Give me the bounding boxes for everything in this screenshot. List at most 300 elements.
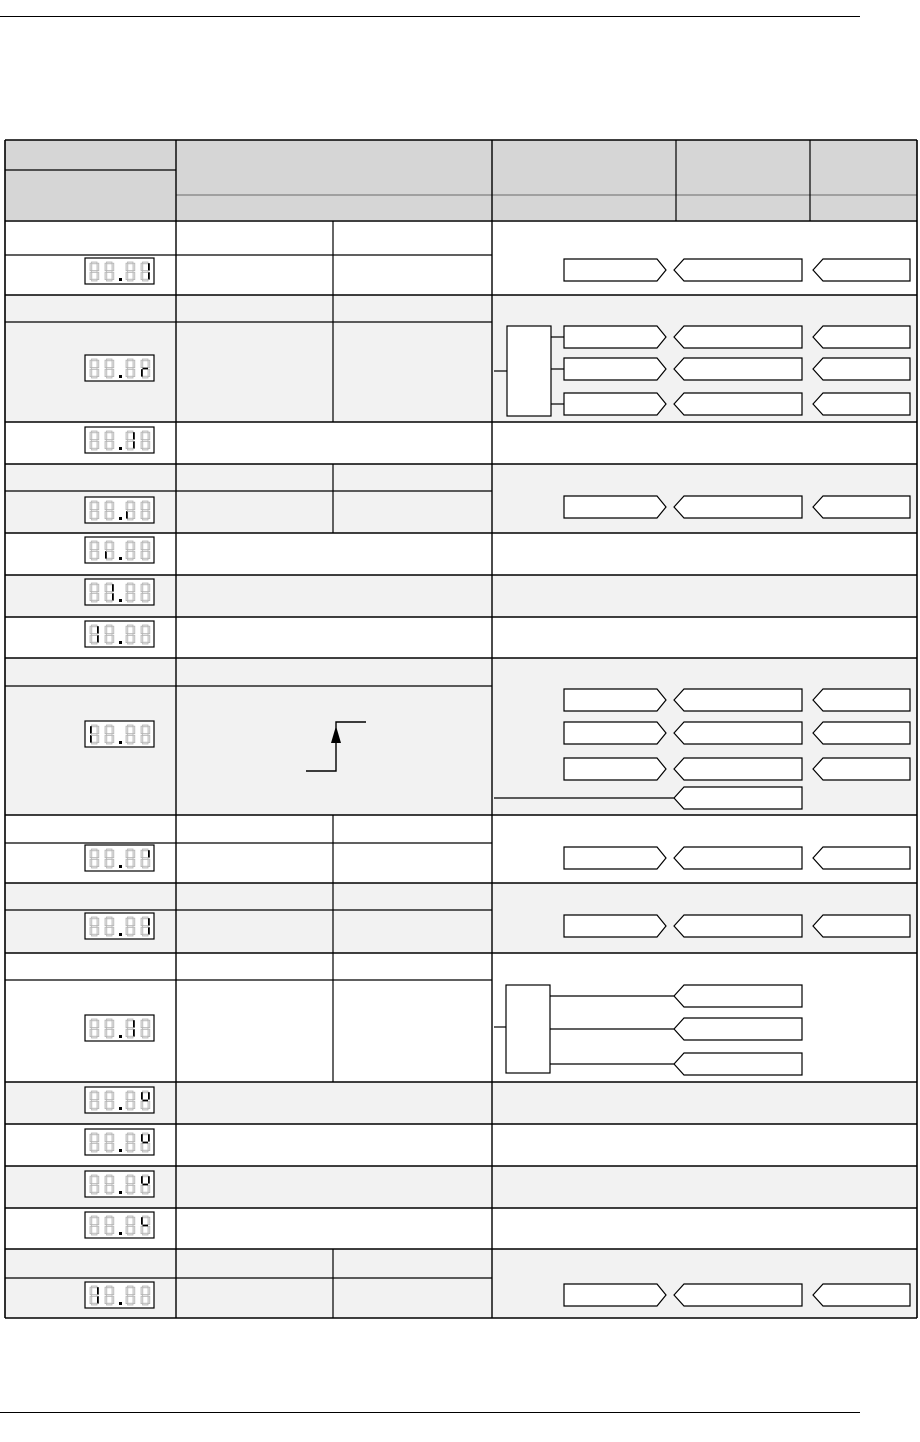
unlit-segment xyxy=(105,859,107,866)
unlit-segment xyxy=(97,441,99,448)
unlit-segment xyxy=(126,927,128,934)
unlit-segment xyxy=(143,1028,149,1030)
unlit-segment xyxy=(141,626,143,633)
unlit-segment xyxy=(133,263,135,270)
unlit-segment xyxy=(143,858,149,860)
unlit-segment xyxy=(107,642,113,644)
unlit-segment xyxy=(112,1020,114,1027)
unlit-segment xyxy=(105,1296,107,1303)
unlit-segment xyxy=(143,501,149,503)
unlit-segment xyxy=(112,1101,114,1108)
signal-tag-icon xyxy=(674,689,802,711)
unlit-segment xyxy=(128,1295,134,1297)
unlit-segment xyxy=(143,518,149,520)
signal-tag-icon xyxy=(813,326,910,348)
unlit-segment xyxy=(112,1143,114,1150)
lit-segment xyxy=(133,1020,135,1027)
unlit-segment xyxy=(148,1296,150,1303)
unlit-segment xyxy=(141,850,143,857)
unlit-segment xyxy=(126,635,128,642)
seven-segment-display-icon xyxy=(85,1129,154,1155)
unlit-segment xyxy=(133,272,135,279)
unlit-segment xyxy=(92,734,98,736)
unlit-segment xyxy=(92,1225,98,1227)
unlit-segment xyxy=(128,1150,134,1152)
unlit-segment xyxy=(105,1134,107,1141)
unlit-segment xyxy=(107,583,113,585)
unlit-segment xyxy=(90,542,92,549)
unlit-segment xyxy=(107,1019,113,1021)
unlit-segment xyxy=(105,1020,107,1027)
unlit-segment xyxy=(143,1216,149,1218)
unlit-segment xyxy=(97,1029,99,1036)
unlit-segment xyxy=(112,1134,114,1141)
unlit-segment xyxy=(143,1175,149,1177)
unlit-segment xyxy=(126,1020,128,1027)
lit-segment xyxy=(126,511,128,518)
module-box-icon xyxy=(506,985,550,1073)
seven-segment-display-icon xyxy=(85,497,154,523)
unlit-segment xyxy=(92,518,98,520)
lit-segment xyxy=(148,272,150,279)
unlit-segment xyxy=(126,272,128,279)
unlit-segment xyxy=(107,262,113,264)
unlit-segment xyxy=(97,369,99,376)
unlit-segment xyxy=(112,432,114,439)
unlit-segment xyxy=(126,1217,128,1224)
unlit-segment xyxy=(105,360,107,367)
unlit-segment xyxy=(128,734,134,736)
unlit-segment xyxy=(112,1185,114,1192)
unlit-segment xyxy=(90,859,92,866)
unlit-segment xyxy=(107,858,113,860)
unlit-segment xyxy=(128,1036,134,1038)
unlit-segment xyxy=(92,625,98,627)
unlit-segment xyxy=(126,551,128,558)
unlit-segment xyxy=(112,635,114,642)
unlit-segment xyxy=(97,551,99,558)
decimal-point xyxy=(119,1107,122,1110)
unlit-segment xyxy=(133,1226,135,1233)
unlit-segment xyxy=(107,368,113,370)
unlit-segment xyxy=(128,917,134,919)
unlit-segment xyxy=(112,1029,114,1036)
unlit-segment xyxy=(90,1185,92,1192)
seven-segment-display-icon xyxy=(85,537,154,563)
unlit-segment xyxy=(143,279,149,281)
decimal-point xyxy=(119,375,122,378)
unlit-segment xyxy=(133,850,135,857)
decimal-point xyxy=(119,641,122,644)
unlit-segment xyxy=(133,1143,135,1150)
unlit-segment xyxy=(105,726,107,733)
decimal-point xyxy=(119,1302,122,1305)
lit-segment xyxy=(141,1092,143,1099)
unlit-segment xyxy=(143,262,149,264)
unlit-segment xyxy=(92,510,98,512)
unlit-segment xyxy=(92,592,98,594)
lit-segment xyxy=(105,551,107,558)
unlit-segment xyxy=(126,918,128,925)
unlit-segment xyxy=(112,272,114,279)
unlit-segment xyxy=(143,1295,149,1297)
lit-segment xyxy=(143,1225,149,1227)
signal-tag-icon xyxy=(813,915,910,937)
unlit-segment xyxy=(92,1233,98,1235)
unlit-segment xyxy=(126,626,128,633)
unlit-segment xyxy=(107,917,113,919)
unlit-segment xyxy=(105,584,107,591)
unlit-segment xyxy=(128,262,134,264)
unlit-segment xyxy=(128,625,134,627)
unlit-segment xyxy=(97,1143,99,1150)
unlit-segment xyxy=(148,1287,150,1294)
unlit-segment xyxy=(112,626,114,633)
unlit-segment xyxy=(90,918,92,925)
signal-tag-icon xyxy=(674,496,802,518)
unlit-segment xyxy=(90,1217,92,1224)
unlit-segment xyxy=(105,432,107,439)
unlit-segment xyxy=(92,1303,98,1305)
unlit-segment xyxy=(107,1295,113,1297)
unlit-segment xyxy=(92,1192,98,1194)
unlit-segment xyxy=(112,850,114,857)
unlit-segment xyxy=(92,1019,98,1021)
unlit-segment xyxy=(128,1233,134,1235)
unlit-segment xyxy=(128,1192,134,1194)
unlit-segment xyxy=(126,726,128,733)
decimal-point xyxy=(119,599,122,602)
unlit-segment xyxy=(105,1176,107,1183)
decimal-point xyxy=(119,1035,122,1038)
unlit-segment xyxy=(97,263,99,270)
unlit-segment xyxy=(97,1101,99,1108)
unlit-segment xyxy=(148,542,150,549)
unlit-segment xyxy=(92,558,98,560)
unlit-segment xyxy=(112,369,114,376)
unlit-segment xyxy=(90,927,92,934)
unlit-segment xyxy=(107,1184,113,1186)
unlit-segment xyxy=(143,742,149,744)
signal-tag-icon xyxy=(813,758,910,780)
unlit-segment xyxy=(92,600,98,602)
unlit-segment xyxy=(141,1029,143,1036)
module-box-icon xyxy=(507,326,551,416)
unlit-segment xyxy=(107,271,113,273)
unlit-segment xyxy=(92,742,98,744)
unlit-segment xyxy=(128,368,134,370)
unlit-segment xyxy=(90,1143,92,1150)
unlit-segment xyxy=(126,1134,128,1141)
signal-tag-icon xyxy=(674,1284,802,1306)
unlit-segment xyxy=(92,359,98,361)
signal-tag-icon xyxy=(674,985,802,1007)
unlit-segment xyxy=(126,1092,128,1099)
unlit-segment xyxy=(107,558,113,560)
unlit-segment xyxy=(133,1101,135,1108)
unlit-segment xyxy=(128,1100,134,1102)
unlit-segment xyxy=(141,432,143,439)
unlit-segment xyxy=(92,448,98,450)
unlit-segment xyxy=(128,934,134,936)
unlit-segment xyxy=(128,583,134,585)
seven-segment-display-icon xyxy=(85,258,154,284)
unlit-segment xyxy=(133,927,135,934)
unlit-segment xyxy=(133,1134,135,1141)
seven-segment-display-icon xyxy=(85,721,154,747)
unlit-segment xyxy=(143,1133,149,1135)
unlit-segment xyxy=(105,263,107,270)
signal-tag-icon xyxy=(564,689,666,711)
unlit-segment xyxy=(143,1091,149,1093)
signal-tag-icon xyxy=(674,758,802,780)
unlit-segment xyxy=(148,735,150,742)
unlit-segment xyxy=(133,918,135,925)
unlit-segment xyxy=(128,1225,134,1227)
unlit-segment xyxy=(143,849,149,851)
unlit-segment xyxy=(112,735,114,742)
unlit-segment xyxy=(143,448,149,450)
lit-segment xyxy=(148,850,150,857)
unlit-segment xyxy=(107,934,113,936)
unlit-segment xyxy=(97,859,99,866)
unlit-segment xyxy=(107,1091,113,1093)
unlit-segment xyxy=(128,279,134,281)
unlit-segment xyxy=(112,1296,114,1303)
unlit-segment xyxy=(143,510,149,512)
lit-segment xyxy=(141,1217,143,1224)
unlit-segment xyxy=(92,262,98,264)
signal-tag-icon xyxy=(564,722,666,744)
unlit-segment xyxy=(148,360,150,367)
unlit-segment xyxy=(105,1092,107,1099)
unlit-segment xyxy=(107,1036,113,1038)
unlit-segment xyxy=(128,431,134,433)
unlit-segment xyxy=(92,917,98,919)
unlit-segment xyxy=(92,926,98,928)
unlit-segment xyxy=(105,918,107,925)
unlit-segment xyxy=(97,735,99,742)
unlit-segment xyxy=(148,441,150,448)
unlit-segment xyxy=(133,626,135,633)
signal-tag-icon xyxy=(813,847,910,869)
unlit-segment xyxy=(148,511,150,518)
unlit-segment xyxy=(92,279,98,281)
unlit-segment xyxy=(107,279,113,281)
unlit-segment xyxy=(126,1296,128,1303)
unlit-segment xyxy=(148,1226,150,1233)
unlit-segment xyxy=(128,1175,134,1177)
unlit-segment xyxy=(107,1216,113,1218)
unlit-segment xyxy=(107,448,113,450)
unlit-segment xyxy=(112,1226,114,1233)
unlit-segment xyxy=(92,1286,98,1288)
unlit-segment xyxy=(107,1225,113,1227)
decimal-point xyxy=(119,447,122,450)
unlit-segment xyxy=(133,369,135,376)
unlit-segment xyxy=(128,1019,134,1021)
unlit-segment xyxy=(143,600,149,602)
unlit-segment xyxy=(126,502,128,509)
unlit-segment xyxy=(141,735,143,742)
unlit-segment xyxy=(92,1150,98,1152)
unlit-segment xyxy=(105,850,107,857)
decimal-point xyxy=(119,1149,122,1152)
unlit-segment xyxy=(128,510,134,512)
unlit-segment xyxy=(128,1108,134,1110)
unlit-segment xyxy=(90,850,92,857)
unlit-segment xyxy=(112,1092,114,1099)
seven-segment-display-icon xyxy=(85,621,154,647)
unlit-segment xyxy=(143,558,149,560)
unlit-segment xyxy=(128,541,134,543)
unlit-segment xyxy=(128,600,134,602)
unlit-segment xyxy=(105,441,107,448)
unlit-segment xyxy=(92,1100,98,1102)
unlit-segment xyxy=(133,1296,135,1303)
unlit-segment xyxy=(133,502,135,509)
unlit-segment xyxy=(107,866,113,868)
signal-tag-icon xyxy=(674,1018,802,1040)
unlit-segment xyxy=(97,927,99,934)
unlit-segment xyxy=(90,1020,92,1027)
lit-segment xyxy=(141,369,143,376)
signal-tag-icon xyxy=(564,496,666,518)
unlit-segment xyxy=(92,376,98,378)
lit-segment xyxy=(148,1176,150,1183)
unlit-segment xyxy=(126,542,128,549)
unlit-segment xyxy=(128,376,134,378)
unlit-segment xyxy=(128,742,134,744)
unlit-segment xyxy=(143,550,149,552)
unlit-segment xyxy=(107,926,113,928)
unlit-segment xyxy=(97,432,99,439)
unlit-segment xyxy=(133,360,135,367)
signal-tag-icon xyxy=(564,358,666,380)
unlit-segment xyxy=(92,849,98,851)
unlit-segment xyxy=(128,440,134,442)
signal-tag-icon xyxy=(564,393,666,415)
seven-segment-display-icon xyxy=(85,1087,154,1113)
unlit-segment xyxy=(90,551,92,558)
unlit-segment xyxy=(141,1101,143,1108)
unlit-segment xyxy=(128,550,134,552)
unlit-segment xyxy=(148,1020,150,1027)
signal-tag-icon xyxy=(674,787,802,809)
unlit-segment xyxy=(126,1101,128,1108)
header-background xyxy=(5,140,917,220)
unlit-segment xyxy=(133,726,135,733)
unlit-segment xyxy=(133,1217,135,1224)
unlit-segment xyxy=(92,858,98,860)
unlit-segment xyxy=(143,1192,149,1194)
unlit-segment xyxy=(92,501,98,503)
unlit-segment xyxy=(90,432,92,439)
unlit-segment xyxy=(90,635,92,642)
unlit-segment xyxy=(97,1134,99,1141)
unlit-segment xyxy=(90,502,92,509)
table-row-background xyxy=(5,221,917,255)
signal-tag-icon xyxy=(674,259,802,281)
unlit-segment xyxy=(143,592,149,594)
unlit-segment xyxy=(141,635,143,642)
unlit-segment xyxy=(107,376,113,378)
unlit-segment xyxy=(107,734,113,736)
signal-tag-icon xyxy=(813,259,910,281)
unlit-segment xyxy=(90,511,92,518)
unlit-segment xyxy=(143,1286,149,1288)
unlit-segment xyxy=(128,501,134,503)
unlit-segment xyxy=(148,551,150,558)
unlit-segment xyxy=(107,359,113,361)
signal-tag-icon xyxy=(813,689,910,711)
lit-segment xyxy=(97,635,99,642)
lit-segment xyxy=(112,584,114,591)
unlit-segment xyxy=(92,440,98,442)
unlit-segment xyxy=(107,1142,113,1144)
unlit-segment xyxy=(128,558,134,560)
lit-segment xyxy=(97,1287,99,1294)
lit-segment xyxy=(97,1296,99,1303)
unlit-segment xyxy=(92,866,98,868)
unlit-segment xyxy=(105,593,107,600)
unlit-segment xyxy=(128,1028,134,1030)
unlit-segment xyxy=(90,272,92,279)
signal-tag-icon xyxy=(674,915,802,937)
unlit-segment xyxy=(107,1133,113,1135)
seven-segment-display-icon xyxy=(85,427,154,453)
unlit-segment xyxy=(107,1286,113,1288)
unlit-segment xyxy=(133,593,135,600)
lit-segment xyxy=(148,927,150,934)
unlit-segment xyxy=(133,542,135,549)
unlit-segment xyxy=(107,1108,113,1110)
lit-segment xyxy=(143,1100,149,1102)
unlit-segment xyxy=(97,272,99,279)
unlit-segment xyxy=(126,859,128,866)
unlit-segment xyxy=(90,369,92,376)
unlit-segment xyxy=(141,542,143,549)
unlit-segment xyxy=(90,360,92,367)
unlit-segment xyxy=(133,551,135,558)
unlit-segment xyxy=(107,625,113,627)
unlit-segment xyxy=(128,448,134,450)
unlit-segment xyxy=(90,1226,92,1233)
unlit-segment xyxy=(143,934,149,936)
unlit-segment xyxy=(128,858,134,860)
unlit-segment xyxy=(126,369,128,376)
unlit-segment xyxy=(143,271,149,273)
unlit-segment xyxy=(128,1142,134,1144)
seven-segment-display-icon xyxy=(85,1015,154,1041)
unlit-segment xyxy=(107,1028,113,1030)
unlit-segment xyxy=(92,271,98,273)
signal-tag-icon xyxy=(564,758,666,780)
unlit-segment xyxy=(90,1101,92,1108)
lit-segment xyxy=(112,593,114,600)
unlit-segment xyxy=(97,918,99,925)
unlit-segment xyxy=(126,441,128,448)
unlit-segment xyxy=(148,1185,150,1192)
unlit-segment xyxy=(141,441,143,448)
unlit-segment xyxy=(107,1175,113,1177)
decimal-point xyxy=(119,741,122,744)
unlit-segment xyxy=(148,1217,150,1224)
unlit-segment xyxy=(126,1185,128,1192)
unlit-segment xyxy=(92,1184,98,1186)
lit-segment xyxy=(143,1184,149,1186)
unlit-segment xyxy=(92,1091,98,1093)
